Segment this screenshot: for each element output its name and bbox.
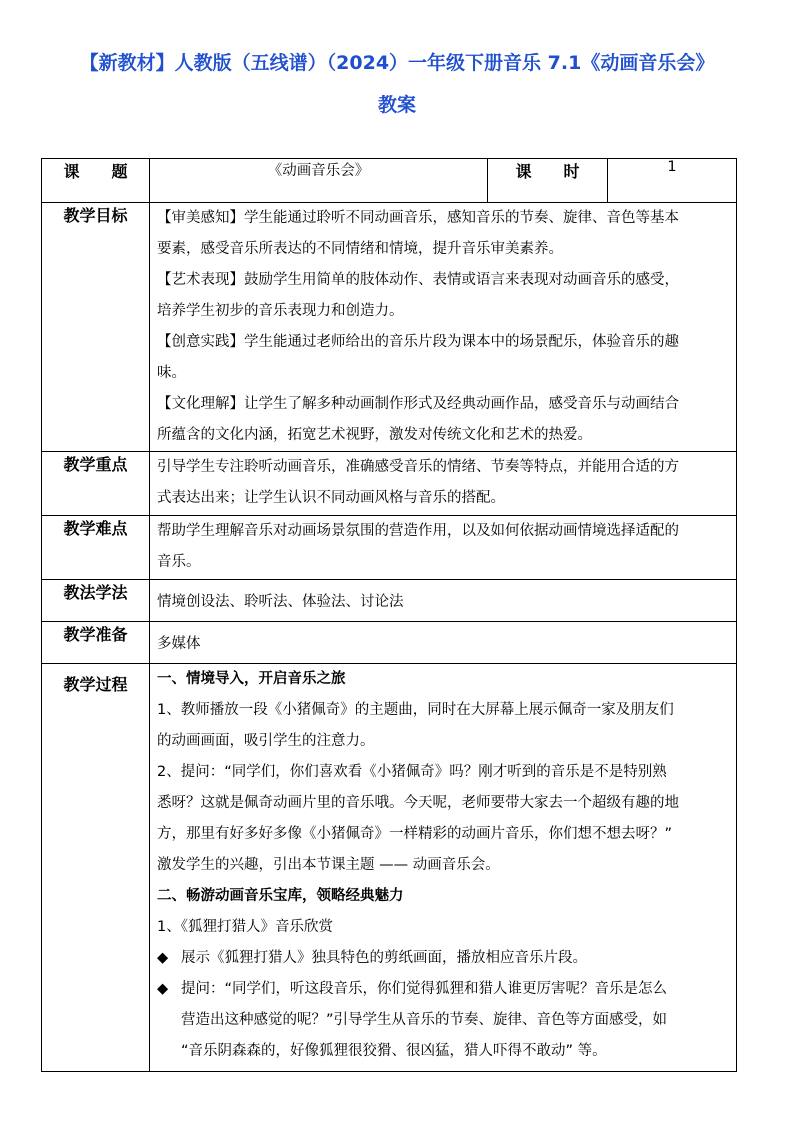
- document-title: 【新教材】人教版（五线谱）（2024）一年级下册音乐 7.1《动画音乐会》: [79, 52, 715, 74]
- methods-row: [42, 580, 737, 622]
- difficulty-line: 帮助学生理解音乐对动画场景氛围的营造作用，以及如何依据动画情境选择适配的: [157, 523, 679, 539]
- topic-row: [42, 159, 737, 203]
- process-line: 悉呀？这就是佩奇动画片里的音乐哦。今天呢，老师要带大家去一个超级有趣的地: [157, 795, 679, 811]
- objective-line: 【创意实践】学生能通过老师给出的音乐片段为课本中的场景配乐，体验音乐的趣: [157, 334, 679, 350]
- process-row: [42, 664, 737, 1072]
- objective-line: 【文化理解】让学生了解多种动画制作形式及经典动画作品，感受音乐与动画结合: [157, 396, 679, 412]
- difficulties-content: [150, 516, 737, 580]
- objectives-content: [150, 203, 737, 452]
- topic-label: 课 题: [42, 159, 150, 203]
- section2-heading: 二、畅游动画音乐宝库，领略经典魅力: [157, 888, 404, 904]
- lesson-plan-table: [41, 158, 737, 1072]
- difficulty-line: 音乐。: [157, 554, 201, 570]
- diamond-bullet-icon: ◆: [157, 981, 169, 997]
- key-point-line: 式表达出来；让学生认识不同动画风格与音乐的搭配。: [157, 490, 505, 506]
- objectives-label: 教学目标: [42, 203, 150, 452]
- objective-line: 【审美感知】学生能通过聆听不同动画音乐，感知音乐的节奏、旋律、音色等基本: [157, 210, 679, 226]
- bullet-text: 展示《狐狸打猎人》独具特色的剪纸画面，播放相应音乐片段。: [181, 950, 587, 966]
- diamond-bullet-icon: ◆: [157, 950, 169, 966]
- difficulties-row: [42, 516, 737, 580]
- objective-line: 所蕴含的文化内涵，拓宽艺术视野，激发对传统文化和艺术的热爱。: [157, 427, 592, 443]
- objective-line: 味。: [157, 365, 186, 381]
- preparation-row: [42, 622, 737, 664]
- bullet-text: 营造出这种感觉的呢？”引导学生从音乐的节奏、旋律、音色等方面感受，如: [181, 1012, 668, 1028]
- section1-heading: 一、情境导入，开启音乐之旅: [157, 671, 346, 687]
- methods-content: 情境创设法、聆听法、体验法、讨论法: [150, 580, 737, 622]
- key-points-label: 教学重点: [42, 452, 150, 516]
- preparation-label: 教学准备: [42, 622, 150, 664]
- key-point-line: 引导学生专注聆听动画音乐，准确感受音乐的情绪、节奏等特点，并能用合适的方: [157, 459, 679, 475]
- topic-value: 《动画音乐会》: [150, 159, 488, 203]
- methods-label: 教法学法: [42, 580, 150, 622]
- objectives-row: [42, 203, 737, 452]
- bullet-text: 提问：“同学们，听这段音乐，你们觉得狐狸和猎人谁更厉害呢？音乐是怎么: [181, 981, 668, 997]
- objective-line: 培养学生初步的音乐表现力和创造力。: [157, 303, 404, 319]
- key-points-content: [150, 452, 737, 516]
- key-points-row: [42, 452, 737, 516]
- period-label: 课 时: [488, 159, 608, 203]
- difficulties-label: 教学难点: [42, 516, 150, 580]
- bullet-item: [157, 943, 729, 974]
- document-title-line2: 教案: [377, 94, 416, 116]
- objective-line: 【艺术表现】鼓励学生用简单的肢体动作、表情或语言来表现对动画音乐的感受，: [157, 272, 679, 288]
- process-line: 激发学生的兴趣，引出本节课主题 —— 动画音乐会。: [157, 857, 500, 873]
- bullet-text: “音乐阴森森的，好像狐狸很狡猾、很凶猛，猎人吓得不敢动” 等。: [181, 1043, 607, 1059]
- bullet-item: [157, 974, 729, 1067]
- process-line: 1、《狐狸打猎人》音乐欣赏: [157, 919, 333, 935]
- process-line: 2、提问：“同学们，你们喜欢看《小猪佩奇》吗？刚才听到的音乐是不是特别熟: [157, 764, 667, 780]
- preparation-content: 多媒体: [150, 622, 737, 664]
- process-content: [150, 664, 737, 1072]
- objective-line: 要素，感受音乐所表达的不同情绪和情境，提升音乐审美素养。: [157, 241, 563, 257]
- process-line: 的动画画面，吸引学生的注意力。: [157, 733, 375, 749]
- process-line: 1、教师播放一段《小猪佩奇》的主题曲，同时在大屏幕上展示佩奇一家及朋友们: [157, 702, 674, 718]
- period-value: 1: [608, 159, 737, 203]
- process-label: 教学过程: [42, 664, 150, 1072]
- process-line: 方，那里有好多好多像《小猪佩奇》一样精彩的动画片音乐，你们想不想去呀？”: [157, 826, 673, 842]
